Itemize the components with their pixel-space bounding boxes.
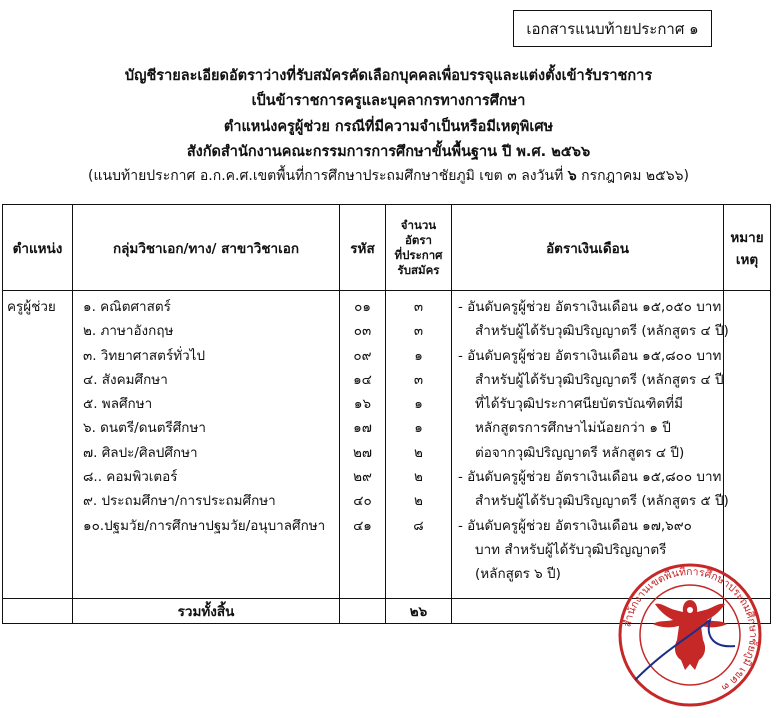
subject-item: ๓. วิทยาศาสตร์ทั่วไป (83, 347, 206, 364)
heading-line-4: สังกัดสำนักงานคณะกรรมการการศึกษาขั้นพื้นฐาน ปี พ.ศ. ๒๕๖๖ (186, 144, 591, 160)
header-note-line-1: หมาย (730, 229, 764, 246)
count-item: ๓ (413, 323, 424, 340)
code-list (340, 291, 386, 599)
header-note (724, 205, 771, 291)
header-position: ตำแหน่ง (3, 205, 73, 291)
subject-item: ๗. ศิลปะ/ศิลปศึกษา (83, 444, 198, 461)
code-item: ๐๙ (353, 347, 372, 364)
code-item: ๔๐ (353, 493, 372, 510)
count-item: ๒ (414, 493, 423, 510)
heading-line-2: เป็นข้าราชการครูและบุคลากรทางการศึกษา (251, 93, 526, 109)
code-item: ๒๗ (352, 444, 373, 461)
code-item: ๒๙ (353, 469, 372, 486)
subject-item: ๒. ภาษาอังกฤษ (83, 323, 174, 340)
total-value: ๒๖ (386, 599, 452, 624)
position-cell (3, 291, 73, 599)
count-item: ๓ (413, 299, 424, 315)
total-label: รวมทั้งสิ้น (73, 599, 340, 624)
header-count (386, 205, 452, 291)
header-count-line-2: อัตรา (404, 232, 432, 247)
subject-item: ๘.. คอมพิวเตอร์ (83, 469, 178, 486)
salary-line: สำหรับผู้ได้รับวุฒิปริญญาตรี (หลักสูตร ๕ ปี) (475, 493, 729, 510)
count-item: ๓ (413, 371, 424, 388)
salary-cell (452, 291, 729, 599)
count-item: ๑ (414, 420, 423, 437)
count-item: ๒ (414, 444, 423, 461)
garuda-seal-icon (615, 560, 765, 710)
code-item: ๑๖ (353, 396, 372, 413)
salary-line: สำหรับผู้ได้รับวุฒิปริญญาตรี (หลักสูตร ๔ ปี (475, 371, 724, 388)
seal-text: สำนักงานเขตพื้นที่การศึกษาประถมศึกษาชัยภูมิ เขต ๓ (621, 565, 760, 694)
count-item: ๑ (414, 396, 423, 413)
subject-item: ๙. ประถมศึกษา/การประถมศึกษา (83, 493, 276, 510)
table-header-row (3, 205, 771, 291)
header-count-line-1: จำนวน (400, 217, 437, 232)
salary-line: - อันดับครูผู้ช่วย อัตราเงินเดือน ๑๗,๖๙๐ (458, 517, 692, 534)
subject-item: ๖. ดนตรี/ดนตรีศึกษา (83, 420, 206, 437)
announcement-day: ๖ (567, 168, 577, 184)
note-cell (724, 291, 771, 599)
total-code-spacer (340, 599, 386, 624)
subject-item: ๑๐.ปฐมวัย/การศึกษาปฐมวัย/อนุบาลศึกษา (83, 517, 326, 534)
code-item: ๔๑ (353, 517, 372, 534)
salary-line: - อันดับครูผู้ช่วย อัตราเงินเดือน ๑๕,๘๐๐ บาท (458, 469, 722, 486)
salary-line: - อันดับครูผู้ช่วย อัตราเงินเดือน ๑๕,๘๐๐ บาท (458, 347, 722, 364)
subject-item: ๕. พลศึกษา (83, 396, 153, 413)
announcement-ref: (แนบท้ายประกาศ อ.ก.ค.ศ.เขตพื้นที่การศึกษาประถมศึกษาชัยภูมิ เขต ๓ ลงวันที่ (88, 168, 564, 184)
position-value: ครูผู้ช่วย (7, 299, 56, 315)
count-item: ๑ (414, 347, 423, 364)
heading-line-3: ตำแหน่งครูผู้ช่วย กรณีที่มีความจำเป็นหรือมีเหตุพิเศษ (223, 119, 554, 135)
salary-line: สำหรับผู้ได้รับวุฒิปริญญาตรี (หลักสูตร ๔ ปี) (475, 323, 729, 340)
subject-list (73, 291, 340, 599)
salary-line: ที่ได้รับวุฒิประกาศนียบัตรบัณฑิตที่มี (475, 396, 684, 413)
announcement-month-year: กรกฎาคม ๒๕๖๖) (581, 168, 689, 184)
table-body-row (3, 291, 771, 599)
code-item: ๑๗ (353, 420, 372, 437)
count-item: ๘ (413, 517, 424, 534)
subject-item: ๑. คณิตศาสตร์ (83, 299, 171, 315)
code-item: ๐๓ (353, 323, 372, 340)
total-spacer (3, 599, 73, 624)
header-code: รหัส (340, 205, 386, 291)
code-item: ๐๑ (354, 299, 371, 315)
code-item: ๑๔ (353, 371, 372, 388)
attachment-badge: เอกสารแนบท้ายประกาศ ๑ (513, 10, 712, 47)
header-count-line-4: รับสมัคร (397, 262, 440, 277)
salary-line: - อันดับครูผู้ช่วย อัตราเงินเดือน ๑๕,๐๕๐ บาท (458, 299, 722, 315)
salary-line: (หลักสูตร ๖ ปี) (475, 566, 561, 583)
header-note-line-2: เหตุ (735, 251, 759, 268)
subject-item: ๔. สังคมศึกษา (83, 371, 168, 388)
heading-line-5 (0, 165, 777, 187)
header-subject: กลุ่มวิชาเอก/ทาง/ สาขาวิชาเอก (73, 205, 340, 291)
count-list (386, 291, 452, 599)
count-item: ๒ (414, 469, 423, 486)
header-count-line-3: ที่ประกาศ (394, 247, 443, 262)
heading-line-1: บัญชีรายละเอียดอัตราว่างที่รับสมัครคัดเลือกบุคคลเพื่อบรรจุและแต่งตั้งเข้ารับราชการ (124, 68, 653, 84)
header-salary: อัตราเงินเดือน (452, 205, 724, 291)
salary-line: ต่อจากวุฒิปริญญาตรี หลักสูตร ๔ ปี) (475, 444, 685, 461)
salary-line: บาท สำหรับผู้ได้รับวุฒิปริญญาตรี (475, 541, 667, 558)
salary-line: หลักสูตรการศึกษาไม่น้อยกว่า ๑ ปี (475, 420, 671, 437)
